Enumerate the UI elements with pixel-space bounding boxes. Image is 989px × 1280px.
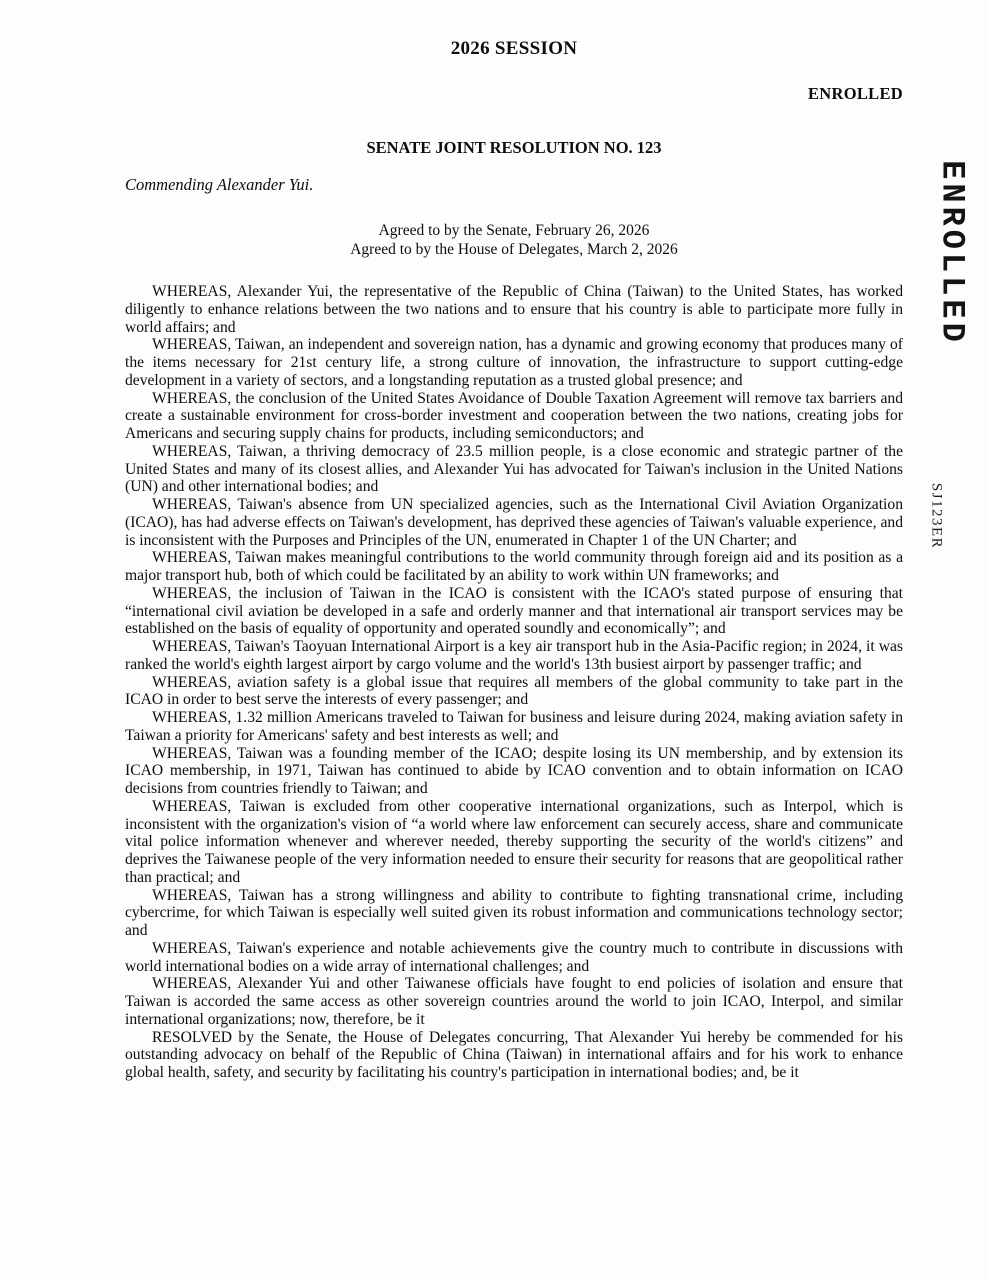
whereas-paragraph: WHEREAS, Taiwan has a strong willingness and ability to contribute to fighting transnational crime, including cybercrime, for which Taiwan is especially well suited given its robust information and communications technology sector; and <box>125 886 903 939</box>
resolution-number: SENATE JOINT RESOLUTION NO. 123 <box>366 138 662 157</box>
whereas-paragraph: WHEREAS, Taiwan, an independent and sovereign nation, has a dynamic and growing economy that produces many of the items necessary for 21st century life, a strong culture of innovation, the infrastructure to support cutting-edge development in a variety of sectors, and a longstanding reputation as a trusted global presence; and <box>125 336 903 389</box>
whereas-paragraph: WHEREAS, 1.32 million Americans traveled to Taiwan for business and leisure during 2024, making aviation safety in Taiwan a priority for Americans' safety and best interests as well; and <box>125 709 903 744</box>
whereas-paragraph: WHEREAS, Taiwan's absence from UN specialized agencies, such as the International Civil Aviation Organization (ICAO), has had adverse effects on Taiwan's development, has deprived these agencies of Taiwan's valuable experience, and is inconsistent with the Purposes and Principles of the UN, enumerated in Chapter 1 of the UN Charter; and <box>125 496 903 549</box>
resolved-paragraph: RESOLVED by the Senate, the House of Delegates concurring, That Alexander Yui hereby be commended for his outstanding advocacy on behalf of the Republic of China (Taiwan) in international affairs and for his work to enhance global health, safety, and security by facilitating his country's participation in international bodies; and, be it <box>125 1028 903 1081</box>
bill-code-vertical: SJ123ER <box>928 482 945 550</box>
whereas-paragraph: WHEREAS, aviation safety is a global issue that requires all members of the global community to take part in the ICAO in order to best serve the interests of every passenger; and <box>125 673 903 709</box>
whereas-paragraph: WHEREAS, Alexander Yui, the representative of the Republic of China (Taiwan) to the United States, has worked diligently to enhance relations between the two nations and to ensure that his country is able to participate more fully in world affairs; and <box>125 283 903 336</box>
enrolled-stamp: ENROLLED <box>807 84 903 103</box>
agreed-house-line: Agreed to by the House of Delegates, March 2, 2026 <box>350 240 678 258</box>
whereas-paragraph: WHEREAS, the inclusion of Taiwan in the ICAO is consistent with the ICAO's stated purpose of ensuring that “international civil aviation be developed in a safe and orderly manner and that international air transport services may be established on the basis of equality of opportunity and operated soundly and economically”; and <box>125 584 903 638</box>
resolution-body <box>125 283 903 1082</box>
whereas-paragraph: WHEREAS, Taiwan is excluded from other cooperative international organizations, such as Interpol, which is inconsistent with the organization's vision of “a world where law enforcement can securely access, share and communicate vital police information whenever and wherever needed, thereby supporting the security of the world's citizens” and deprives the Taiwanese people of the very information needed to ensure their security for reasons that are geopolitical rather than practical; and <box>125 797 903 886</box>
whereas-paragraph: WHEREAS, the conclusion of the United States Avoidance of Double Taxation Agreement will remove tax barriers and create a sustainable environment for cross-border investment and cooperation between the two nations, creating jobs for Americans and securing supply chains for products, including semiconductors; and <box>125 389 903 442</box>
whereas-paragraph: WHEREAS, Alexander Yui and other Taiwanese officials have fought to end policies of isolation and ensure that Taiwan is accorded the same access as other sovereign countries around the world to join ICAO, Interpol, and similar international organizations; now, therefore, be it <box>125 975 903 1028</box>
whereas-paragraph: WHEREAS, Taiwan makes meaningful contributions to the world community through foreign aid and its position as a major transport hub, both of which could be facilitated by an ability to work within UN frameworks; and <box>125 549 903 584</box>
whereas-paragraph: WHEREAS, Taiwan, a thriving democracy of 23.5 million people, is a close economic and strategic partner of the United States and many of its closest allies, and Alexander Yui has advocated for Taiwan's inclusion in the United Nations (UN) and other international bodies; and <box>125 442 903 496</box>
whereas-paragraph: WHEREAS, Taiwan was a founding member of the ICAO; despite losing its UN membership, and by extension its ICAO membership, in 1971, Taiwan has continued to abide by ICAO convention and to obtain information on ICAO decisions from countries friendly to Taiwan; and <box>125 744 903 797</box>
enrolled-vertical-stamp: ENROLLED <box>933 160 971 346</box>
subject-line: Commending Alexander Yui. <box>125 175 314 194</box>
session-title: 2026 SESSION <box>450 38 578 59</box>
agreed-block <box>125 222 903 259</box>
whereas-paragraph: WHEREAS, Taiwan's experience and notable achievements give the country much to contribute in discussions with world international bodies on a wide array of international challenges; and <box>125 939 903 975</box>
agreed-senate-line: Agreed to by the Senate, February 26, 2026 <box>378 222 650 239</box>
whereas-paragraph: WHEREAS, Taiwan's Taoyuan International Airport is a key air transport hub in the Asia-Pacific region; in 2024, it was ranked the world's eighth largest airport by cargo volume and the world's 13th busiest airport by passenger traffic; and <box>125 638 903 673</box>
